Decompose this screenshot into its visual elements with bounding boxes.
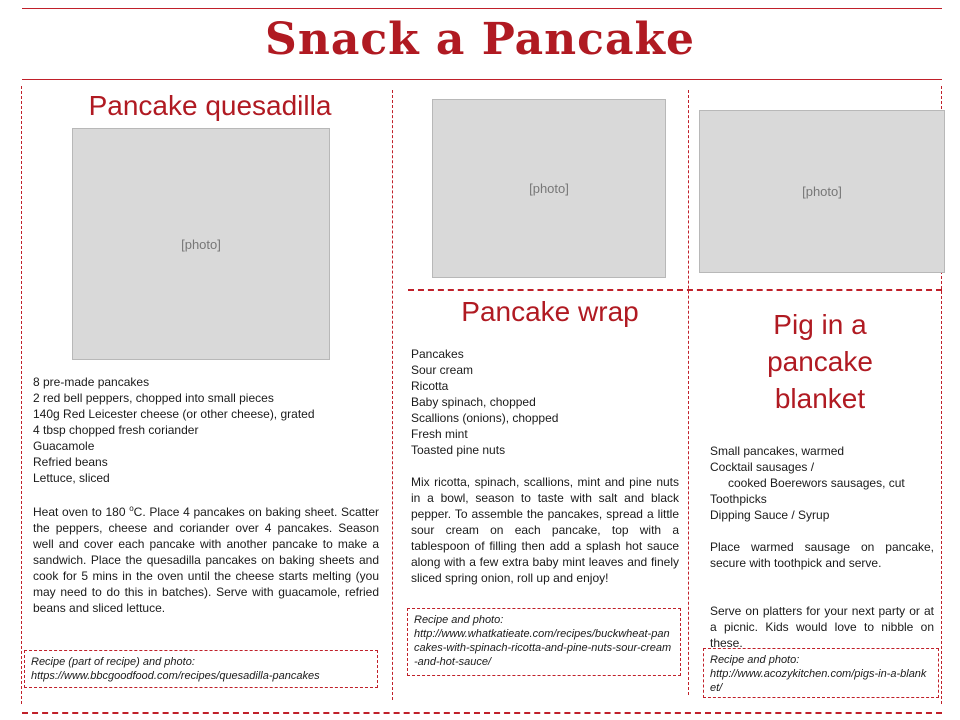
pig-title-line: Pig in a bbox=[773, 309, 867, 340]
degree-symbol: o bbox=[129, 504, 134, 513]
ingredient-item: Guacamole bbox=[33, 439, 95, 453]
ingredient-item: 2 red bell peppers, chopped into small pieces bbox=[33, 391, 274, 405]
ingredient-item: Pancakes bbox=[411, 347, 464, 361]
top-rule bbox=[22, 8, 942, 9]
ingredient-item: Baby spinach, chopped bbox=[411, 395, 536, 409]
page-title: Snack a Pancake bbox=[265, 14, 695, 65]
ingredient-item: Toasted pine nuts bbox=[411, 443, 506, 457]
ingredient-item: Cocktail sausages / bbox=[710, 460, 815, 474]
pig-source-box bbox=[703, 648, 939, 698]
pig-method-2: Serve on platters for your next party or at a picnic. Kids would love to nibble on these. bbox=[710, 604, 934, 650]
ingredient-item: 140g Red Leicester cheese (or other cheese), grated bbox=[33, 407, 315, 421]
source-label: Recipe (part of recipe) and photo: bbox=[31, 656, 195, 668]
wrap-section-divider bbox=[408, 289, 942, 291]
source-link[interactable]: https://www.bbcgoodfood.com/recipes/quesadilla-pancakes bbox=[31, 670, 320, 682]
quesadilla-method bbox=[33, 501, 379, 616]
quesadilla-photo: [photo] bbox=[72, 128, 330, 360]
wrap-ingredients bbox=[411, 346, 681, 458]
source-link[interactable]: http://www.whatkatieate.com/recipes/buckwheat-pancakes-with-spinach-ricotta-and-pine-nuts-sour-cream-and-hot-sauce/ bbox=[414, 628, 672, 668]
ingredient-item: Scallions (onions), chopped bbox=[411, 411, 559, 425]
quesadilla-ingredients bbox=[33, 374, 383, 486]
pig-title-line: pancake bbox=[767, 346, 873, 377]
ingredient-item: Toothpicks bbox=[710, 492, 767, 506]
bottom-divider bbox=[22, 712, 942, 714]
wrap-photo: [photo] bbox=[432, 99, 666, 278]
pig-title-line: blanket bbox=[774, 383, 866, 414]
column-divider-1 bbox=[392, 90, 393, 700]
pig-method-1: Place warmed sausage on pancake, secure with toothpick and serve. bbox=[710, 540, 934, 570]
source-link[interactable]: http://www.acozykitchen.com/pigs-in-a-blanket/ bbox=[710, 668, 927, 694]
quesadilla-source-box bbox=[24, 650, 378, 688]
method-text-rest: C. Place 4 pancakes on baking sheet. Scatter the peppers, cheese and coriander over 4 pancakes. Season well and cover each pancake with another pancake to make a sandwich. Place the quesadilla pancakes on baking sheets and cook for 5 mins in the oven until the cheese starts melting (you may need to do this in batches). Serve with guacamole, refried beans and sliced lettuce. bbox=[33, 505, 380, 615]
ingredient-item: cooked Boerewors sausages, cut bbox=[728, 476, 905, 490]
ingredient-item: 4 tbsp chopped fresh coriander bbox=[33, 423, 199, 437]
wrap-title: Pancake wrap bbox=[461, 296, 639, 327]
left-border bbox=[21, 86, 22, 704]
ingredient-item: Fresh mint bbox=[411, 427, 468, 441]
ingredient-item: Lettuce, sliced bbox=[33, 471, 110, 485]
ingredient-item: Refried beans bbox=[33, 455, 108, 469]
quesadilla-title: Pancake quesadilla bbox=[88, 90, 332, 121]
wrap-source-box bbox=[407, 608, 681, 676]
ingredient-item: Dipping Sauce / Syrup bbox=[710, 508, 830, 522]
source-label: Recipe and photo: bbox=[414, 614, 504, 626]
ingredient-item: Ricotta bbox=[411, 379, 449, 393]
title-underline bbox=[22, 79, 942, 80]
source-label: Recipe and photo: bbox=[710, 654, 800, 666]
pig-photo: [photo] bbox=[699, 110, 945, 273]
ingredient-item: Small pancakes, warmed bbox=[710, 444, 845, 458]
wrap-method: Mix ricotta, spinach, scallions, mint and pine nuts in a bowl, season to taste with salt and black pepper. To assemble the pancakes, spread a little sour cream on each pancake, top with a tablespoon of filling then add a splash hot sauce along with a few extra baby mint leaves and finely sliced spring onion, roll up and enjoy! bbox=[411, 475, 679, 585]
pig-title bbox=[700, 306, 940, 417]
column-divider-2 bbox=[688, 90, 689, 695]
ingredient-item: 8 pre-made pancakes bbox=[33, 375, 150, 389]
ingredient-item: Sour cream bbox=[411, 363, 474, 377]
method-text-start: Heat oven to 180 bbox=[33, 505, 130, 519]
pig-ingredients bbox=[710, 443, 936, 523]
